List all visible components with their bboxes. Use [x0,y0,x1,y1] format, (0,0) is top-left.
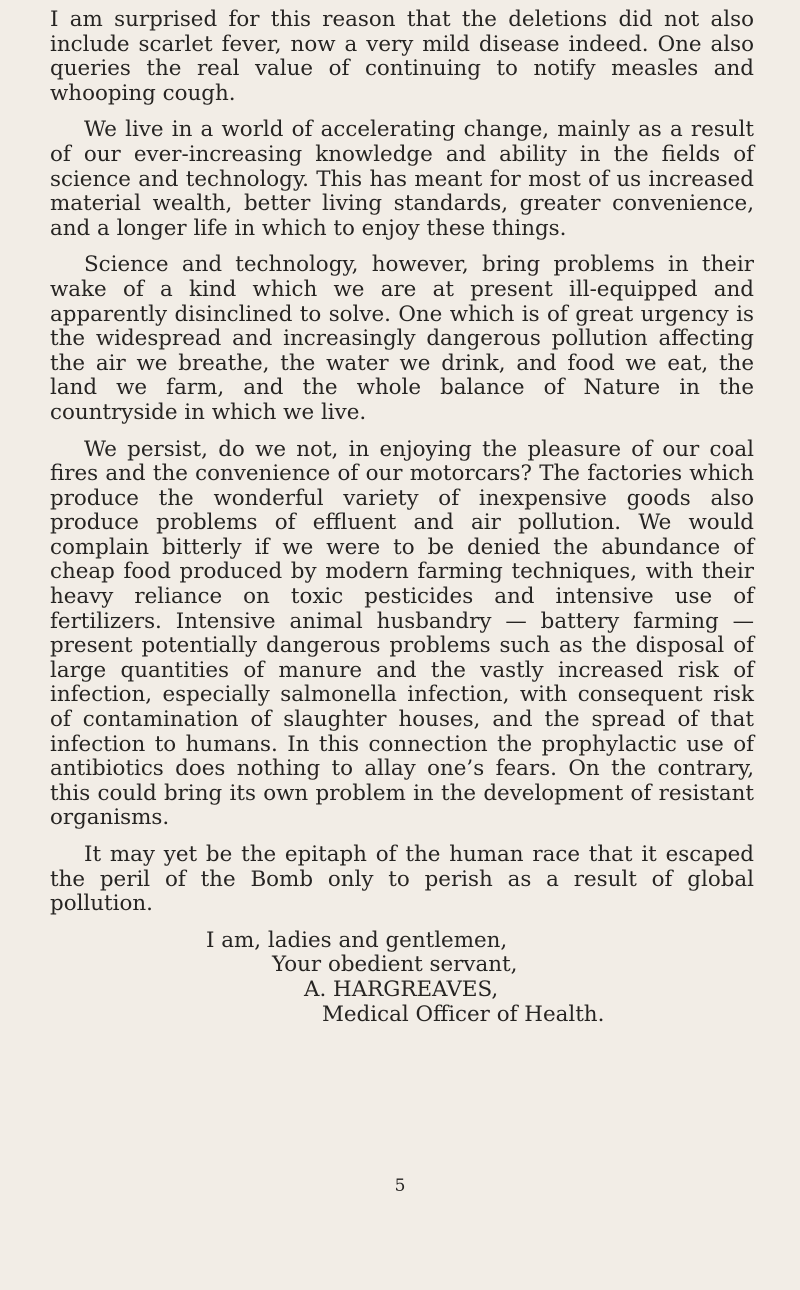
paragraph-1: I am surprised for this reason that the deletions did not also include scarlet fever, now a very mild disease indeed. One also queries the real value of continuing to notify measles and whooping cough. [50,7,754,106]
signatory-title: Medical Officer of Health. [322,1001,605,1027]
paragraph-3: Science and technology, however, bring problems in their wake of a kind which we are at present ill-equipped and apparently disinclined to solve. One which is of great urgency is the widespread and increasingly dangerous pollution affecting the air we breathe, the water we drink, and food we eat, the land we farm, and the whole balance of Nature in the countryside in which we live. [50,252,754,425]
page-number: 5 [394,1176,406,1196]
letter-closing [50,929,754,1027]
letter-page [50,8,754,1027]
signatory-name: A. HARGREAVES, [304,976,499,1002]
closing-valediction: Your obedient servant, [272,952,518,978]
paragraph-4: We persist, do we not, in enjoying the pleasure of our coal fires and the convenience of our motorcars? The factories which produce the wonderful variety of inexpensive goods also produce problems of effluent and air pollution. We would complain bitterly if we were to be denied the abundance of cheap food produced by modern farming techniques, with their heavy reliance on toxic pesticides and intensive use of fertilizers. Intensive animal husbandry — battery farming — present potentially dangerous problems such as the disposal of large quantities of manure and the vastly increased risk of infection, especially salmonella infection, with consequent risk of contamination of slaughter houses, and the spread of that infection to humans. In this connection the prophylactic use of antibiotics does nothing to allay one’s fears. On the contrary, this could bring its own problem in the development of resistant organisms. [50,436,754,831]
closing-salutation: I am, ladies and gentlemen, [206,927,508,953]
paragraph-5: It may yet be the epitaph of the human race that it escaped the peril of the Bomb only to perish as a result of global pollution. [50,842,754,917]
paragraph-2: We live in a world of accelerating change, mainly as a result of our ever-increasing knowledge and ability in the fields of science and technology. This has meant for most of us increased material wealth, better living standards, greater convenience, and a longer life in which to enjoy these things. [50,117,754,241]
